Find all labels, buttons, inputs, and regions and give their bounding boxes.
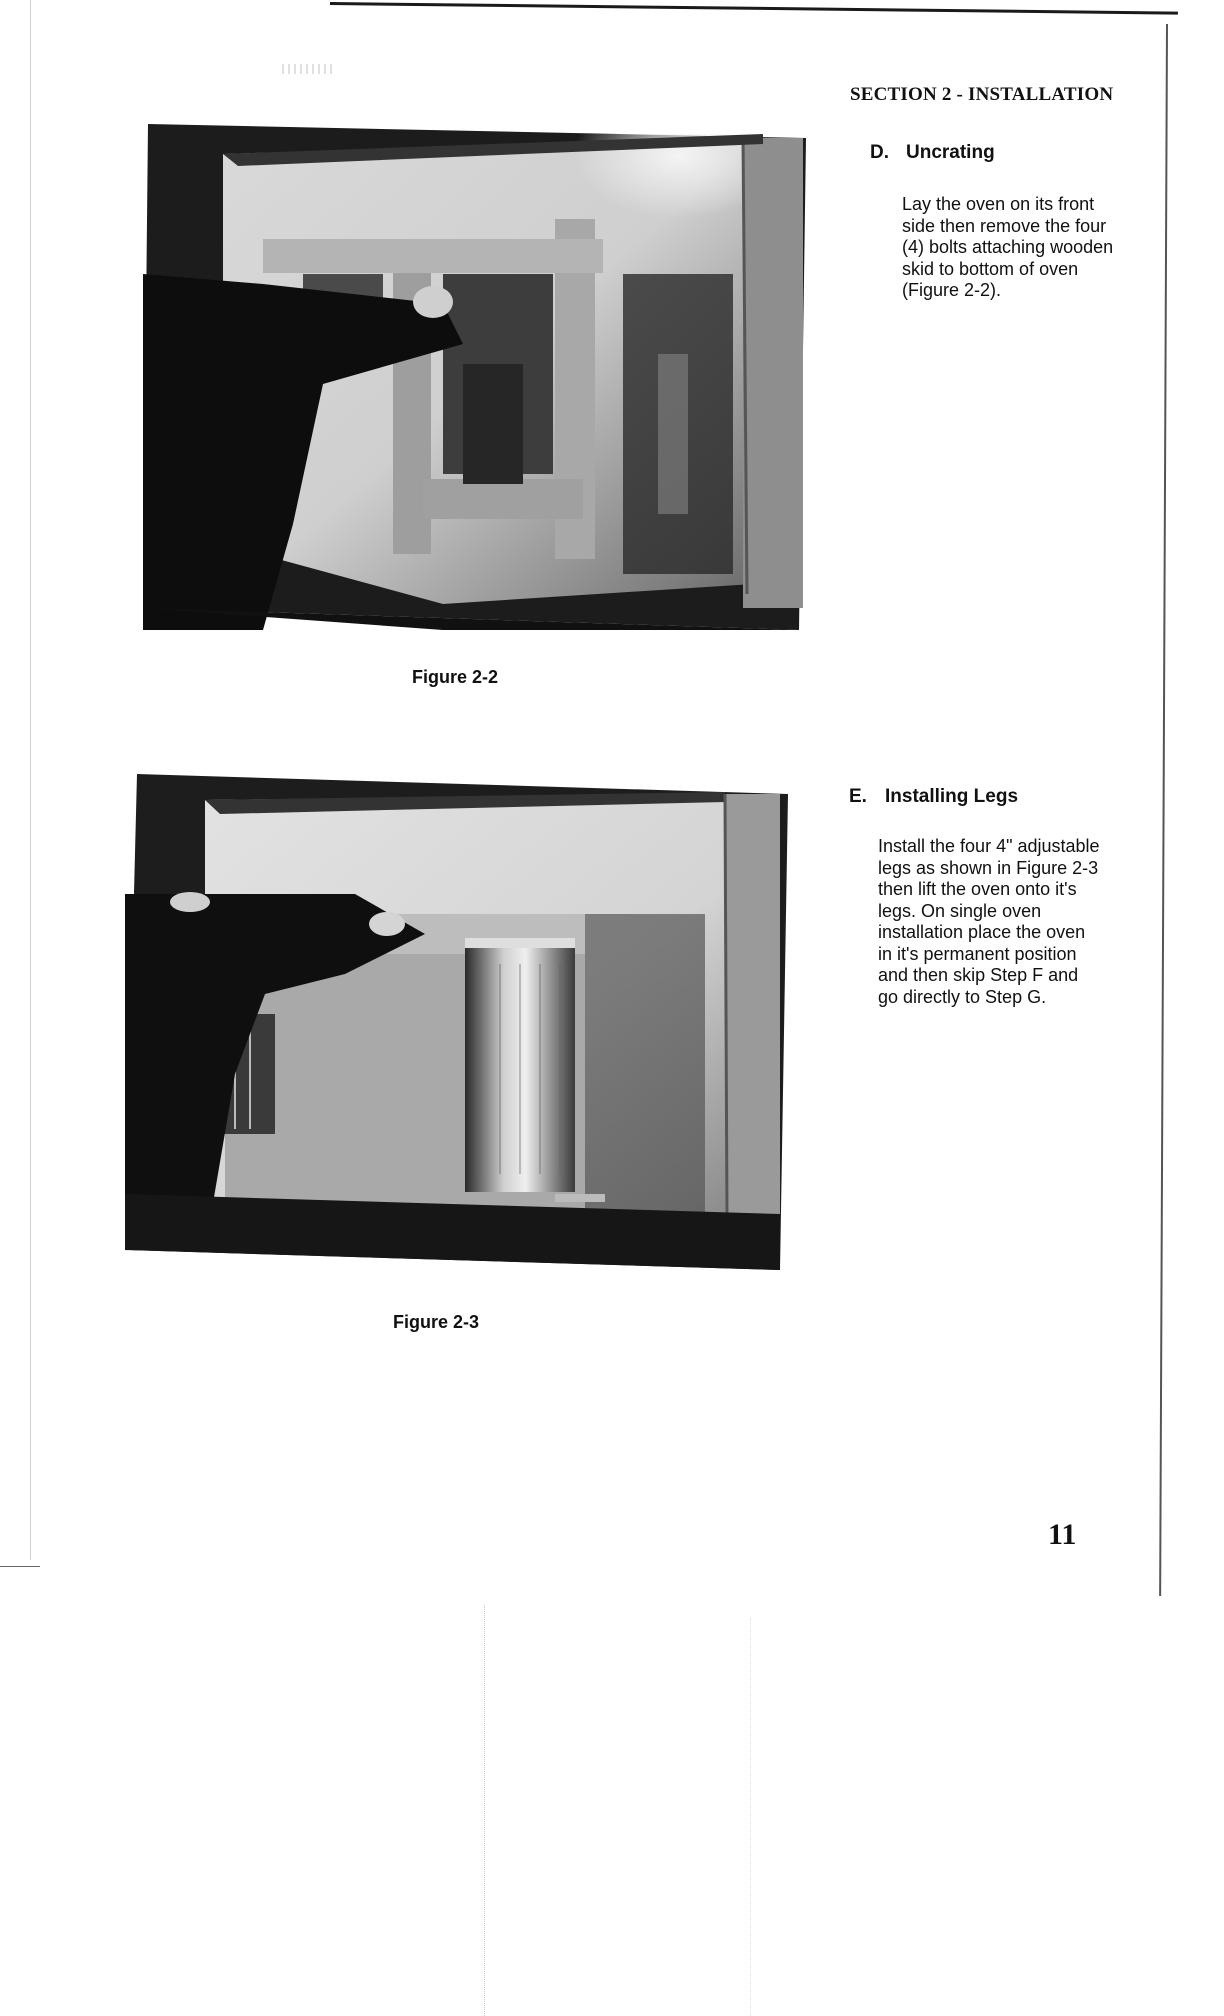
- step-d-title: Uncrating: [906, 142, 995, 163]
- figure-2-2-caption: Figure 2-2: [412, 667, 499, 687]
- step-d-letter: D.: [870, 142, 889, 163]
- step-e-heading: [849, 786, 1018, 808]
- step-e-letter: E.: [849, 786, 867, 807]
- step-e-text: Install the four 4" adjustable legs as shown in Figure 2-3 then lift the oven onto it's legs. On single oven installation place the oven in it's permanent position and then skip Step F and go directly to Step G.: [878, 836, 1100, 1007]
- figure-2-3-photo: [125, 774, 788, 1270]
- scan-fold-line: [484, 1605, 485, 2016]
- scan-edge-right: [1159, 24, 1168, 1596]
- page-number: 11: [1048, 1518, 1077, 1551]
- step-d-heading: [870, 142, 995, 164]
- figure-2-3-caption: Figure 2-3: [393, 1312, 480, 1332]
- step-e-title: Installing Legs: [885, 786, 1019, 807]
- step-d-text: Lay the oven on its front side then remove the four (4) bolts attaching wooden skid to bottom of oven (Figure 2-2).: [902, 194, 1114, 300]
- scan-fold-line: [750, 1618, 751, 2016]
- scan-edge-top: [330, 2, 1178, 15]
- figure-2-2-photo: [143, 124, 806, 630]
- scan-mark: [0, 1566, 40, 1567]
- scan-edge-left: [30, 0, 31, 1560]
- scan-speck: [282, 64, 334, 74]
- section-header: SECTION 2 - INSTALLATION: [850, 84, 1114, 105]
